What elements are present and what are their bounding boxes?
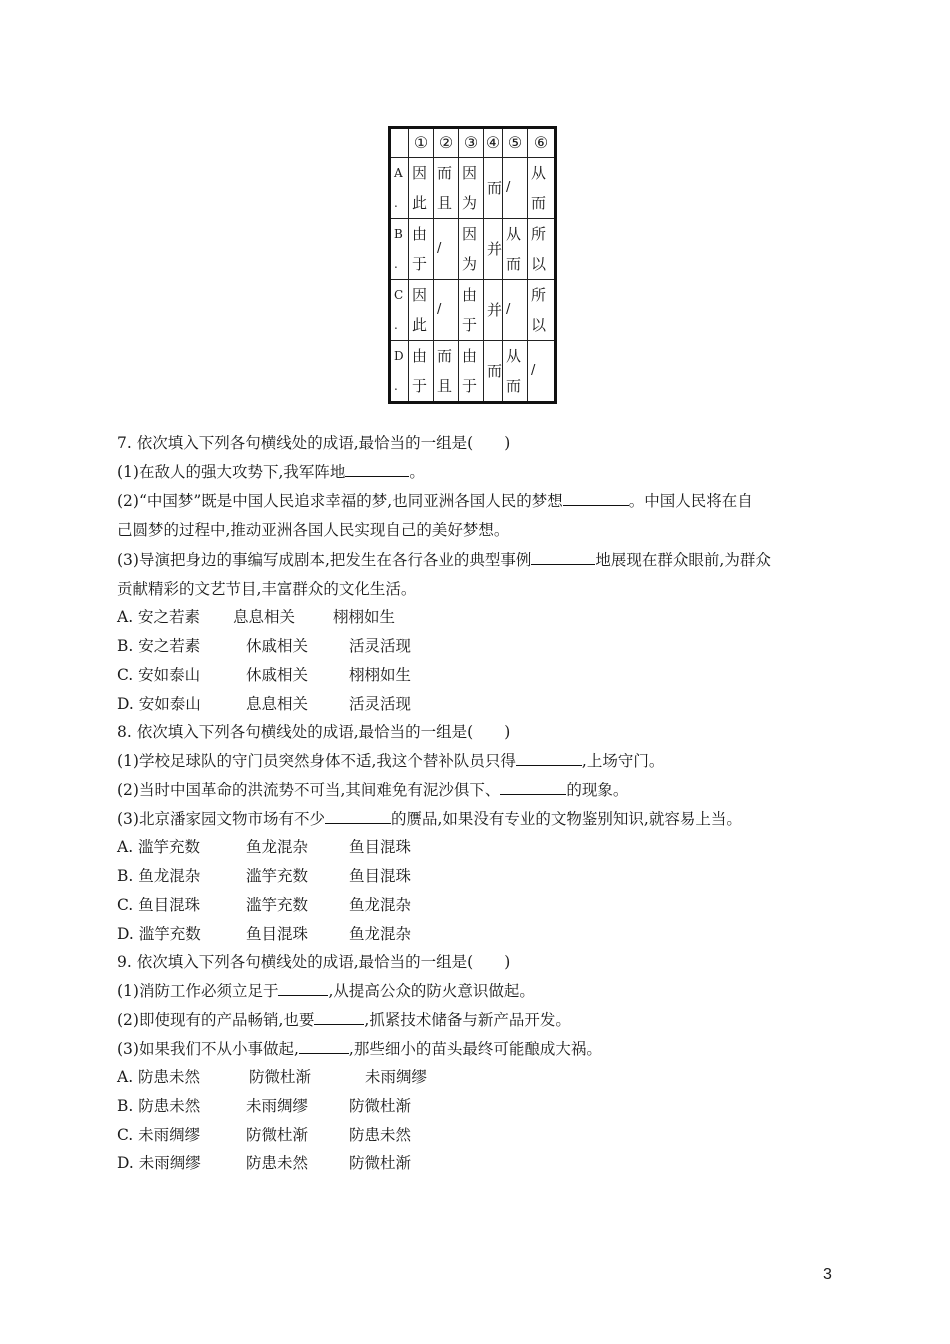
table-row — [390, 341, 556, 403]
table-cell: 因 此 — [412, 164, 428, 212]
q9-stem: 9. 依次填入下列各句横线处的成语,最恰当的一组是( ) — [117, 953, 511, 971]
table-cell: 因 此 — [412, 286, 428, 334]
q7-option-d[interactable]: D. 安如泰山 息息相关 活灵活现 — [117, 695, 412, 713]
table-cell: 并 — [487, 240, 503, 258]
header-cell — [390, 128, 409, 158]
answer-blank[interactable] — [325, 808, 391, 825]
table-cell: / — [506, 302, 511, 317]
row-label: B . — [394, 227, 403, 271]
table-cell: 由 于 — [462, 347, 478, 395]
table-cell: / — [506, 180, 511, 195]
table-header-row — [390, 128, 556, 158]
q8-sentence-3: (3)北京潘家园文物市场有不少 的赝品,如果没有专业的文物鉴别知识,就容易上当。 — [117, 807, 742, 829]
table-cell: / — [437, 241, 442, 256]
q9-sentence-3: (3)如果我们不从小事做起, ,那些细小的苗头最终可能酿成大祸。 — [117, 1037, 602, 1059]
table-cell: 所 以 — [531, 225, 547, 273]
table-cell: 由 于 — [462, 286, 478, 334]
q9-sentence-1: (1)消防工作必须立足于 ,从提高公众的防火意识做起。 — [117, 979, 535, 1001]
header-cell: ① — [409, 128, 434, 158]
answer-blank[interactable] — [563, 490, 629, 507]
q8-sentence-2: (2)当时中国革命的洪流势不可当,其间难免有泥沙俱下、 的现象。 — [117, 778, 628, 800]
answer-blank[interactable] — [299, 1038, 349, 1055]
q7-stem: 7. 依次填入下列各句横线处的成语,最恰当的一组是( ) — [117, 434, 511, 452]
row-label: D . — [394, 349, 404, 393]
header-cell: ② — [434, 128, 459, 158]
q8-option-a[interactable]: A. 滥竽充数 鱼龙混杂 鱼目混珠 — [117, 838, 412, 856]
answer-blank[interactable] — [531, 549, 595, 566]
q8-option-b[interactable]: B. 鱼龙混杂 滥竽充数 鱼目混珠 — [117, 867, 412, 885]
header-cell: ③ — [459, 128, 484, 158]
table-cell: 所 以 — [531, 286, 547, 334]
q8-option-c[interactable]: C. 鱼目混珠 滥竽充数 鱼龙混杂 — [117, 896, 412, 914]
q7-sentence-2-cont: 己圆梦的过程中,推动亚洲各国人民实现自己的美好梦想。 — [117, 521, 510, 539]
answer-blank[interactable] — [278, 980, 328, 997]
q8-option-d[interactable]: D. 滥竽充数 鱼目混珠 鱼龙混杂 — [117, 925, 412, 943]
q7-sentence-1: (1)在敌人的强大攻势下,我军阵地 。 — [117, 460, 425, 482]
table-cell: 而 — [487, 362, 503, 380]
q9-option-d[interactable]: D. 未雨绸缪 防患未然 防微杜渐 — [117, 1154, 412, 1172]
row-label: C . — [394, 288, 404, 332]
row-label: A . — [394, 166, 403, 210]
table-cell: / — [437, 302, 442, 317]
table-cell: 从 而 — [506, 347, 522, 395]
answer-blank[interactable] — [314, 1009, 364, 1026]
table-cell: 因 为 — [462, 225, 478, 273]
table-cell: / — [531, 363, 536, 378]
q8-stem: 8. 依次填入下列各句横线处的成语,最恰当的一组是( ) — [117, 723, 511, 741]
table-cell: 并 — [487, 301, 503, 319]
q9-option-c[interactable]: C. 未雨绸缪 防微杜渐 防患未然 — [117, 1126, 412, 1144]
q7-option-b[interactable]: B. 安之若素 休戚相关 活灵活现 — [117, 637, 412, 655]
page-number: 3 — [823, 1266, 832, 1283]
table-cell: 由 于 — [412, 347, 428, 395]
table-cell: 因 为 — [462, 164, 478, 212]
header-cell: ⑥ — [528, 128, 556, 158]
q7-sentence-3: (3)导演把身边的事编写成剧本,把发生在各行各业的典型事例 地展现在群众眼前,为群众 — [117, 548, 771, 570]
header-cell: ④ — [484, 128, 503, 158]
table-cell: 从 而 — [531, 164, 547, 212]
q9-option-a[interactable]: A. 防患未然 防微杜渐 未雨绸缪 — [117, 1068, 428, 1086]
table-cell: 而 — [487, 179, 503, 197]
table-cell: 从 而 — [506, 225, 522, 273]
q7-option-a[interactable]: A. 安之若素 息息相关 栩栩如生 — [117, 608, 396, 626]
table-row — [390, 280, 556, 341]
table-cell: 由 于 — [412, 225, 428, 273]
answer-blank[interactable] — [345, 461, 409, 478]
q9-option-b[interactable]: B. 防患未然 未雨绸缪 防微杜渐 — [117, 1097, 412, 1115]
answer-blank[interactable] — [516, 750, 582, 767]
table-row — [390, 158, 556, 219]
q7-sentence-2: (2)“中国梦”既是中国人民追求幸福的梦,也同亚洲各国人民的梦想 。中国人民将在自 — [117, 489, 753, 511]
q7-sentence-3-cont: 贡献精彩的文艺节目,丰富群众的文化生活。 — [117, 580, 417, 598]
answer-blank[interactable] — [500, 779, 566, 796]
table-row — [390, 219, 556, 280]
table-cell: 而 且 — [437, 164, 453, 212]
q9-sentence-2: (2)即使现有的产品畅销,也要 ,抓紧技术储备与新产品开发。 — [117, 1008, 571, 1030]
options-table — [388, 126, 557, 404]
table-cell: 而 且 — [437, 347, 453, 395]
q7-option-c[interactable]: C. 安如泰山 休戚相关 栩栩如生 — [117, 666, 412, 684]
q8-sentence-1: (1)学校足球队的守门员突然身体不适,我这个替补队员只得 ,上场守门。 — [117, 749, 664, 771]
header-cell: ⑤ — [503, 128, 528, 158]
